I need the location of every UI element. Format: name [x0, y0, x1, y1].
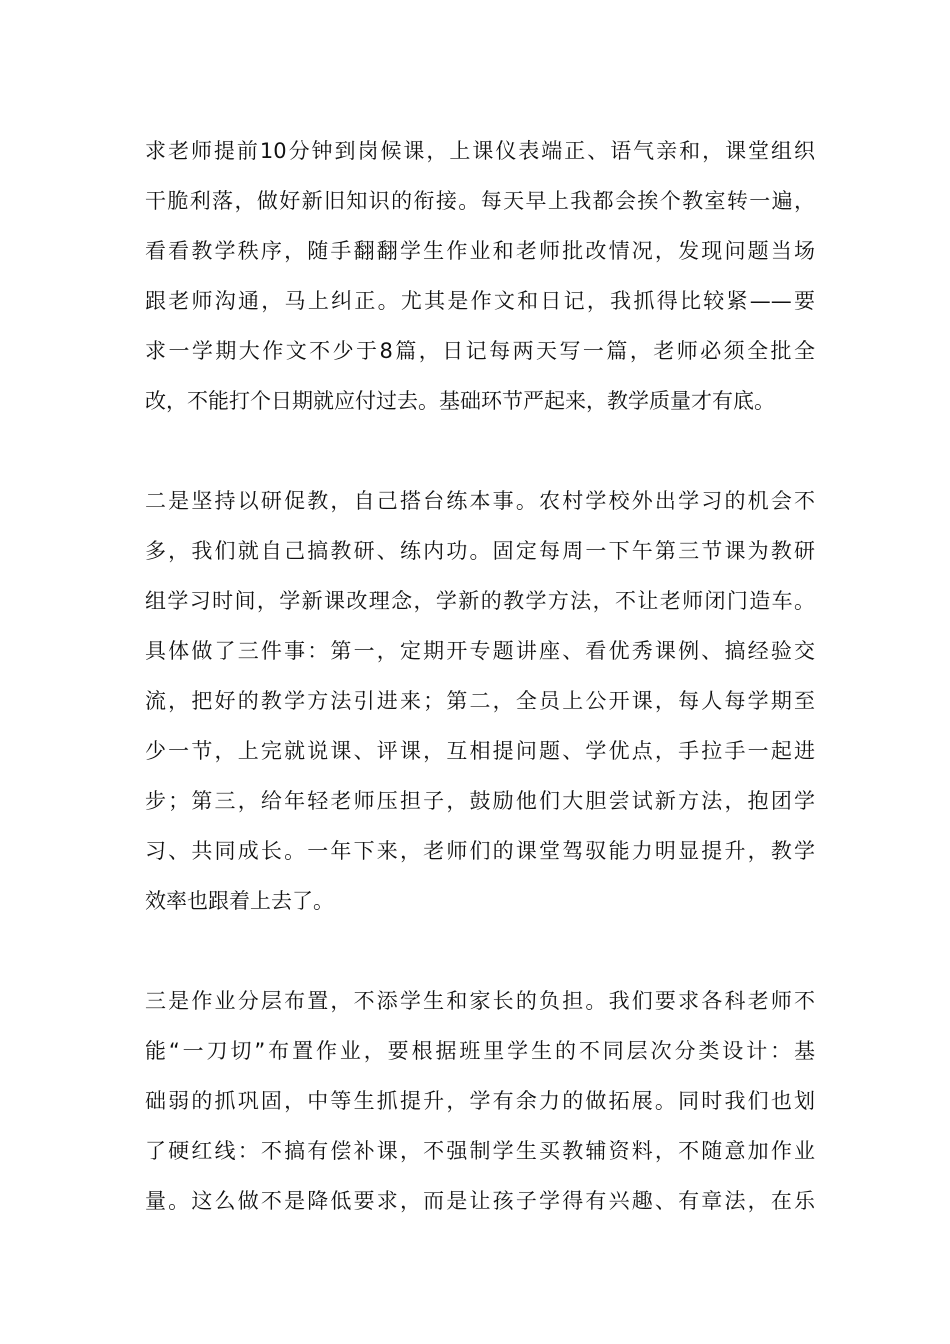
paragraph-2 — [145, 476, 815, 926]
paragraph-gap — [145, 926, 815, 976]
text-line: 组学习时间，学新课改理念，学新的教学方法，不让老师闭门造车。 — [145, 589, 815, 613]
text-line: 二是坚持以研促教，自己搭台练本事。农村学校外出学习的机会不 — [145, 489, 815, 513]
text-line: 具体做了三件事：第一，定期开专题讲座、看优秀课例、搞经验交 — [145, 639, 815, 663]
paragraph-3 — [145, 976, 815, 1226]
text-line: 能“一刀切”布置作业，要根据班里学生的不同层次分类设计：基 — [145, 1039, 815, 1063]
text-line: 求一学期大作文不少于8篇，日记每两天写一篇，老师必须全批全 — [145, 339, 815, 363]
text-line: 流，把好的教学方法引进来；第二，全员上公开课，每人每学期至 — [145, 689, 815, 713]
text-line: 了硬红线：不搞有偿补课，不强制学生买教辅资料，不随意加作业 — [145, 1139, 815, 1163]
text-line: 改，不能打个日期就应付过去。基础环节严起来，教学质量才有底。 — [145, 389, 775, 413]
text-line: 三是作业分层布置，不添学生和家长的负担。我们要求各科老师不 — [145, 989, 815, 1013]
text-line: 求老师提前10分钟到岗候课，上课仪表端正、语气亲和，课堂组织 — [145, 139, 815, 163]
text-line: 步；第三，给年轻老师压担子，鼓励他们大胆尝试新方法，抱团学 — [145, 789, 815, 813]
paragraph-gap — [145, 426, 815, 476]
text-line: 习、共同成长。一年下来，老师们的课堂驾驭能力明显提升，教学 — [145, 839, 815, 863]
document-body — [145, 126, 815, 1226]
text-line: 础弱的抓巩固，中等生抓提升，学有余力的做拓展。同时我们也划 — [145, 1089, 815, 1113]
text-line: 少一节，上完就说课、评课，互相提问题、学优点，手拉手一起进 — [145, 739, 815, 763]
text-line: 多，我们就自己搞教研、练内功。固定每周一下午第三节课为教研 — [145, 539, 815, 563]
text-line: 干脆利落，做好新旧知识的衔接。每天早上我都会挨个教室转一遍， — [145, 189, 815, 213]
text-line: 效率也跟着上去了。 — [145, 889, 334, 913]
paragraph-1 — [145, 126, 815, 426]
text-line: 跟老师沟通，马上纠正。尤其是作文和日记，我抓得比较紧——要 — [145, 289, 815, 313]
text-line: 量。这么做不是降低要求，而是让孩子学得有兴趣、有章法，在乐 — [145, 1189, 815, 1213]
text-line: 看看教学秩序，随手翻翻学生作业和老师批改情况，发现问题当场 — [145, 239, 815, 263]
